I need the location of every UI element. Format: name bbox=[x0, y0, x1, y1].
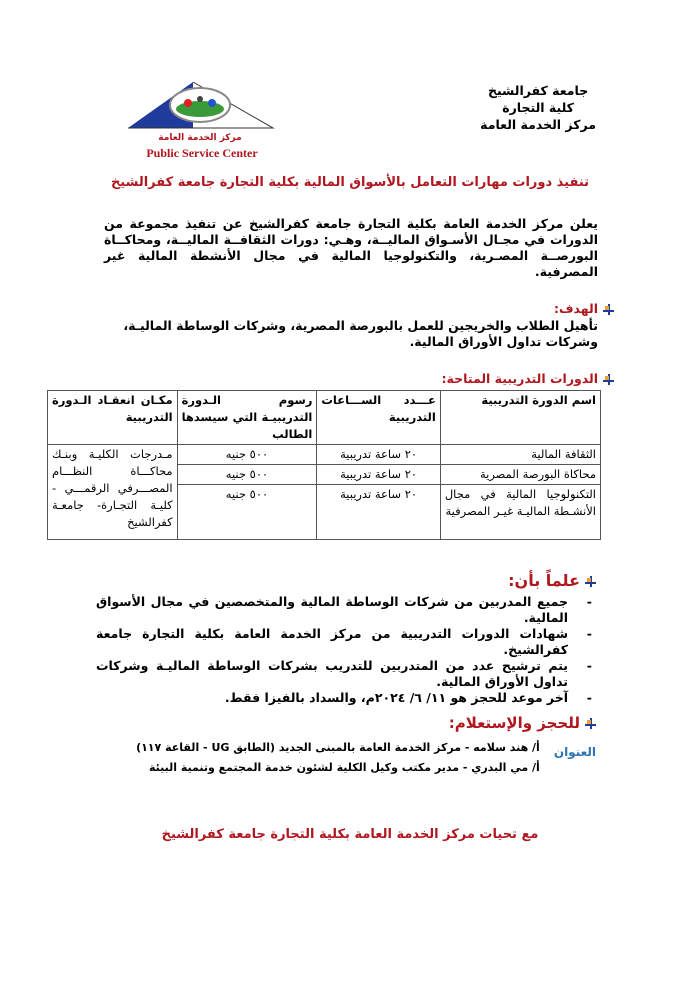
goal-heading bbox=[100, 300, 614, 318]
bullet-icon bbox=[603, 304, 614, 315]
goal-section bbox=[100, 300, 614, 350]
notes-heading-text: علماً بأن: bbox=[508, 571, 580, 590]
course-fee: ٥٠٠ جنيه bbox=[177, 485, 317, 540]
contact-line: أ/ مي البدري - مدير مكتب وكيل الكلية لشئون خدمة المجتمع وتنمية البيئة bbox=[148, 761, 540, 774]
booking-heading-text: للحجز والإستعلام: bbox=[448, 714, 580, 732]
contacts-list bbox=[136, 738, 540, 778]
logo-english-text: Public Service Center bbox=[146, 146, 258, 160]
col-fee: رسوم الـدورة التدريبيـة التي سيسدها الطالب bbox=[177, 391, 317, 445]
table-header-row bbox=[48, 391, 601, 445]
public-service-center-logo bbox=[118, 80, 288, 162]
contact-line: أ/ هند سلامه - مركز الخدمة العامة بالمبنى الجديد (الطابق UG - القاعة ١١٧) bbox=[136, 741, 540, 754]
bullet-icon bbox=[603, 374, 614, 385]
bullet-icon bbox=[585, 576, 596, 587]
course-fee: ٥٠٠ جنيه bbox=[177, 465, 317, 485]
booking-heading bbox=[100, 712, 596, 734]
notes-list bbox=[96, 594, 596, 706]
document-body bbox=[0, 174, 700, 844]
page-title: تنفيذ دورات مهارات التعامل بالأسواق المالية بكلية التجارة جامعة كفرالشيخ bbox=[110, 175, 590, 190]
col-hours: عـــدد الســـاعات التدريبية bbox=[317, 391, 440, 445]
closing-line: مع تحيات مركز الخدمة العامة بكلية التجارة جامعة كفرالشيخ bbox=[161, 827, 539, 842]
list-item: - شهادات الدورات التدريبية من مركز الخدمة العامة بكلية التجارة جامعة كفرالشيخ. bbox=[96, 626, 596, 658]
university-name: جامعة كفرالشيخ bbox=[487, 83, 589, 98]
course-hours: ٢٠ ساعة تدريبية bbox=[317, 485, 440, 540]
center-name: مركز الخدمة العامة bbox=[480, 117, 596, 132]
col-name: اسم الدورة التدريبية bbox=[440, 391, 600, 445]
course-location: مـدرجات الكليـة وبنـك محاكـــاة النظـــام المصـــرفي الرقمـــي - كليـة التجـارة- جامعـة كفرالشيخ bbox=[48, 445, 178, 540]
list-item: - جميع المدربين من شركات الوساطة المالية والمتخصصين في مجال الأسواق المالية. bbox=[96, 594, 596, 626]
course-fee: ٥٠٠ جنيه bbox=[177, 445, 317, 465]
course-hours: ٢٠ ساعة تدريبية bbox=[317, 445, 440, 465]
list-item: - آخر موعد للحجز هو ١١/ ٦/ ٢٠٢٤م، والسداد بالفيزا فقط. bbox=[96, 690, 596, 706]
notes-heading bbox=[96, 570, 596, 592]
col-location: مكـان انعقـاد الـدورة التدريبية bbox=[48, 391, 178, 445]
table-row bbox=[48, 445, 601, 465]
goal-text: تأهيل الطلاب والخريجين للعمل بالبورصة المصرية، وشركات الوساطة الماليـة، وشركات تداول الأوراق المالية. bbox=[123, 318, 598, 349]
course-name: التكنولوجيا المالية في مجال الأنشـطة الماليـة غيـر المصرفية bbox=[440, 485, 600, 540]
logo-arabic-text: مركز الخدمة العامة bbox=[158, 133, 242, 143]
course-hours: ٢٠ ساعة تدريبية bbox=[317, 465, 440, 485]
bullet-icon bbox=[585, 718, 596, 729]
notes-section bbox=[96, 570, 596, 706]
courses-heading-text: الدورات التدريبية المتاحة: bbox=[441, 371, 598, 386]
address-row bbox=[80, 738, 596, 778]
course-name: الثقافة المالية bbox=[440, 445, 600, 465]
list-item: - يتم ترشيح عدد من المتدربين للتدريب بشركات الوساطة الماليـة وشركات تداول الأوراق المالية. bbox=[96, 658, 596, 690]
intro-paragraph: يعلن مركز الخدمة العامة بكلية التجارة جامعة كفرالشيخ عن تنفيذ مجموعة من الدورات في مجـال الأسـواق الماليــة، وهـي: دورات الثقافــة الماليــة، ومحاكــاة البورصــة المصـرية، والتكنولوجيا المالية في مجال الأنشطة المالية غير المصرفية. bbox=[104, 216, 598, 279]
institution-header bbox=[480, 82, 596, 133]
goal-heading-text: الهدف: bbox=[554, 301, 598, 316]
faculty-name: كلية التجارة bbox=[502, 100, 574, 115]
courses-table bbox=[47, 390, 601, 540]
address-label: العنوان bbox=[553, 745, 596, 759]
courses-heading bbox=[100, 370, 614, 388]
course-name: محاكاة البورصة المصرية bbox=[440, 465, 600, 485]
